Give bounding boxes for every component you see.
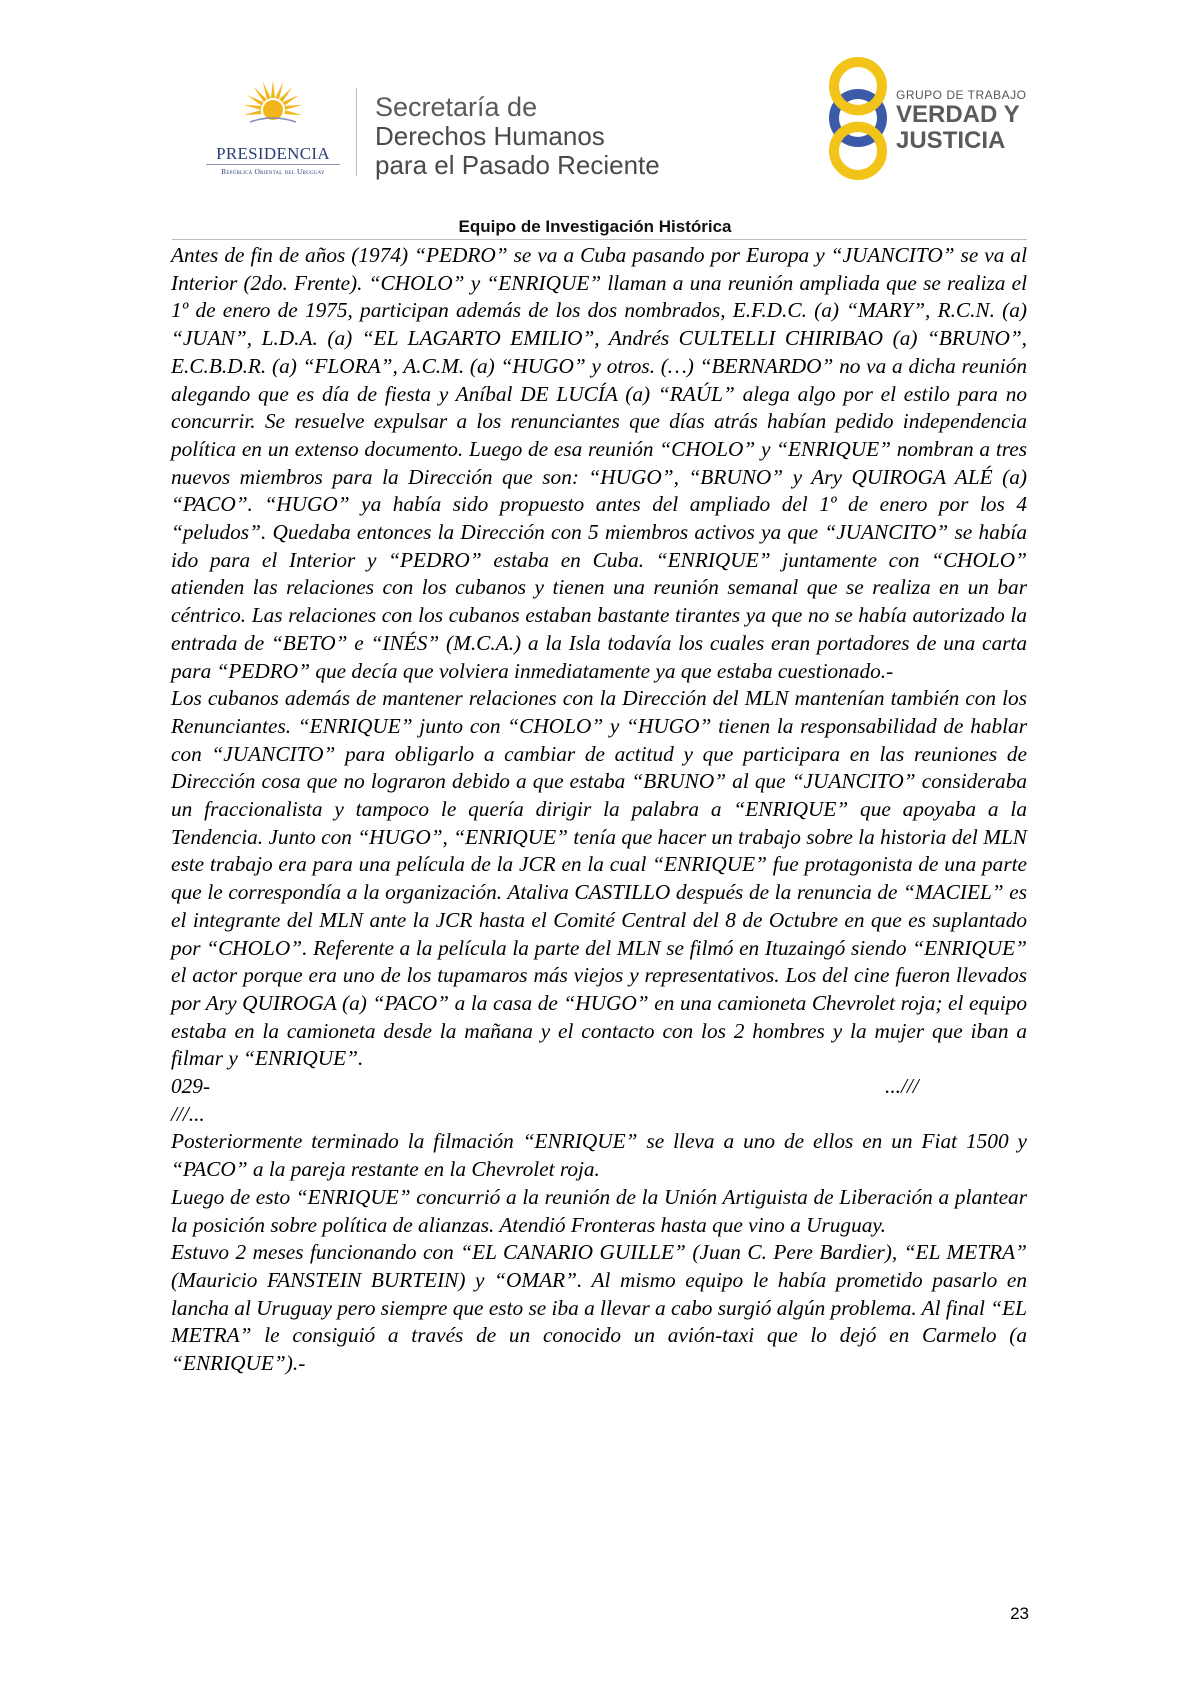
folio-number: 029-	[171, 1074, 211, 1099]
secretaria-line-2: Derechos Humanos	[375, 121, 605, 151]
paragraph-4: Luego de esto “ENRIQUE” concurrió a la reunión de la Unión Artiguista de Liberación a plantear la posición sobre política de alianzas. Atendió Fronteras hasta que vino a Uruguay.	[171, 1184, 1027, 1237]
grupo-trabajo-text	[896, 88, 1026, 154]
grupo-trabajo-line-3: JUSTICIA	[896, 127, 1006, 154]
paragraph-1: Antes de fin de años (1974) “PEDRO” se va a Cuba pasando por Europa y “JUANCITO” se va al Interior (2do. Frente). “CHOLO” y “ENRIQUE” llaman a una reunión ampliada que se realiza el 1º de enero de 1975, participan además de los dos nombrados, E.F.D.C. (a) “MARY”, R.C.N. (a) “JUAN”, L.D.A. (a) “EL LAGARTO EMILIO”, Andrés CULTELLI CHIRIBAO (a) “BRUNO”, E.C.B.D.R. (a) “FLORA”, A.C.M. (a) “HUGO” y otros. (…) “BERNARDO” no va a dicha reunión alegando que es día de fiesta y Aníbal DE LUCÍA (a) “RAÚL” alega algo por el estilo para no concurrir. Se resuelve expulsar a los renunciantes que días atrás habían pedido independencia política en un extenso documento. Luego de esa reunión “CHOLO” y “ENRIQUE” nombran a tres nuevos miembros para la Dirección que son: “HUGO”, “BRUNO” y Ary QUIROGA ALÉ (a) “PACO”. “HUGO” ya había sido propuesto antes del ampliado del 1º de enero por los 4 “peludos”. Quedaba entonces la Dirección con 5 miembros activos ya que “JUANCITO” se había ido para el Interior y “PEDRO” estaba en Cuba. “ENRIQUE” juntamente con “CHOLO” atienden las relaciones con los cubanos y tienen una reunión semanal que se realiza en un bar céntrico. Las relaciones con los cubanos estaban bastante tirantes ya que no se había autorizado la entrada de “BETO” e “INÉS” (M.C.A.) a la Isla todavía los cuales eran portadores de una carta para “PEDRO” que decía que volviera inmediatamente ya que estaba cuestionado.-	[171, 243, 1027, 683]
secretaria-line-1: Secretaría de	[375, 92, 538, 122]
paragraph-3: Posteriormente terminado la filmación “ENRIQUE” se lleva a uno de ellos en un Fiat 1500 y “PACO” a la pareja restante en la Chevrolet roja.	[171, 1129, 1027, 1182]
page-number: 23	[1010, 1604, 1029, 1623]
continuation-line	[171, 1101, 1027, 1129]
folio-continues-mark: ...///	[885, 1074, 919, 1099]
sun-of-may-icon	[242, 76, 304, 138]
interlocked-rings-icon	[822, 56, 894, 181]
presidencia-subtitle: República Oriental del Uruguay	[221, 167, 325, 176]
page-header	[0, 0, 1190, 236]
secretaria-line-3: para el Pasado Reciente	[375, 150, 660, 180]
presidencia-name: PRESIDENCIA	[216, 144, 330, 163]
secretaria-logo-text	[375, 92, 660, 180]
team-title: Equipo de Investigación Histórica	[458, 217, 732, 236]
presidencia-logo	[198, 76, 348, 186]
grupo-trabajo-line-1: GRUPO DE TRABAJO	[896, 88, 1027, 102]
header-divider	[356, 88, 357, 176]
grupo-trabajo-logo	[822, 56, 1042, 186]
grupo-trabajo-line-2: VERDAD Y	[896, 101, 1020, 128]
header-rule	[172, 239, 1027, 240]
paragraph-2: Los cubanos además de mantener relaciones con la Dirección del MLN mantenían también con los Renunciantes. “ENRIQUE” junto con “CHOLO” y “HUGO” tienen la responsabilidad de hablar con “JUANCITO” para obligarlo a cambiar de actitud y que participara en las reuniones de Dirección cosa que no lograron debido a que estaba “BRUNO” al que “JUANCITO” consideraba un fraccionalista y tampoco le quería dirigir la palabra a “ENRIQUE” que apoyaba a la Tendencia. Junto con “HUGO”, “ENRIQUE” tenía que hacer un trabajo sobre la historia del MLN este trabajo era para una película de la JCR en la cual “ENRIQUE” fue protagonista de una parte que le correspondía a la organización. Ataliva CASTILLO después de la renuncia de “MACIEL” es el integrante del MLN ante la JCR hasta el Comité Central del 8 de Octubre en que es suplantado por “CHOLO”. Referente a la película la parte del MLN se filmó en Ituzaingó siendo “ENRIQUE” el actor porque era uno de los tupamaros más viejos y representativos. Los del cine fueron llevados por Ary QUIROGA (a) “PACO” a la casa de “HUGO” en una camioneta Chevrolet roja; el equipo estaba en la camioneta desde la mañana y el contacto con los 2 hombres y la mujer que iban a filmar y “ENRIQUE”.	[171, 686, 1027, 1071]
document-body	[171, 242, 1027, 1378]
paragraph-5: Estuvo 2 meses funcionando con “EL CANARIO GUILLE” (Juan C. Pere Bardier), “EL METRA” (Mauricio FANSTEIN BURTEIN) y “OMAR”. Al mismo equipo le había prometido pasarlo en lancha al Uruguay pero siempre que esto se iba a llevar a cabo surgió algún problema. Al final “EL METRA” le consiguió a través de un conocido un avión-taxi que lo dejó en Carmelo (a “ENRIQUE”).-	[171, 1240, 1027, 1376]
continuation-mark: ///...	[171, 1101, 205, 1126]
folio-line	[171, 1073, 1027, 1101]
presidencia-underline	[206, 164, 340, 165]
